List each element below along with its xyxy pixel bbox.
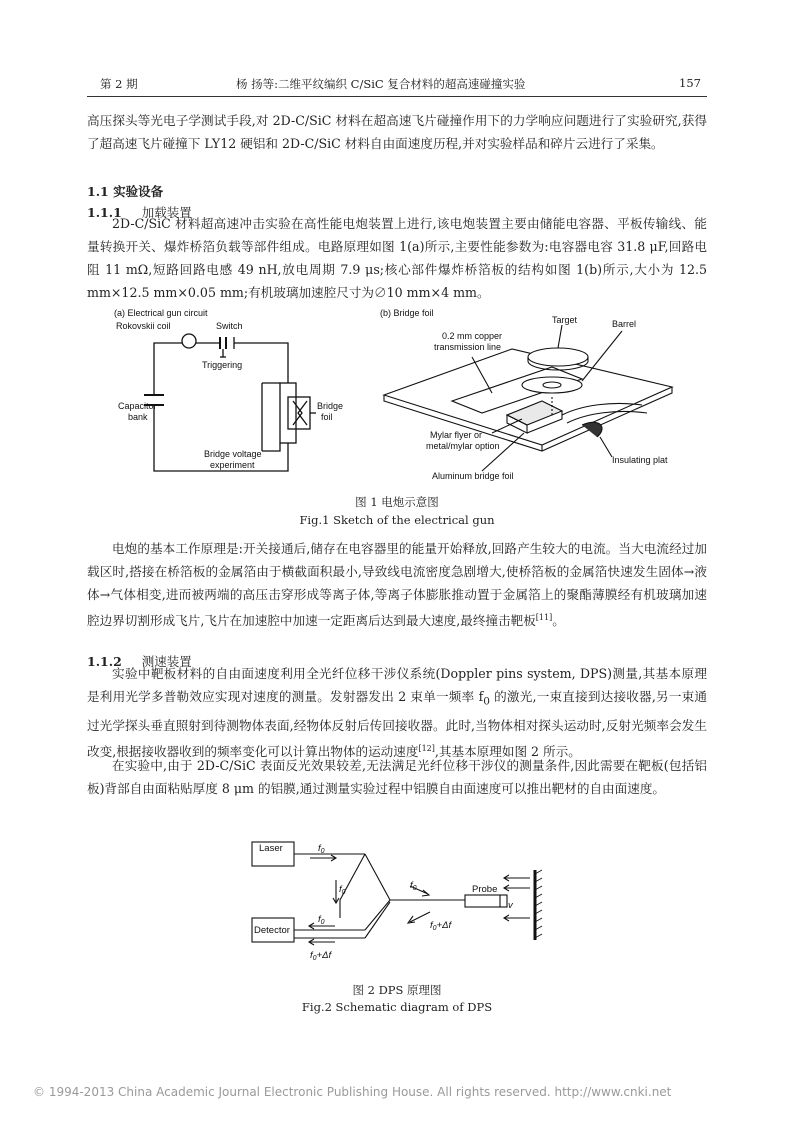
reference-12: [12] [418,743,435,753]
target-label: Target [552,315,578,325]
dps-subscript: 0 [483,695,490,708]
capacitor-label: Capacitor [118,401,157,411]
section-number: 1.1.2 [87,654,122,669]
detector-label: Detector [254,925,290,936]
copper-label-1: 0.2 mm copper [442,331,503,341]
barrel-label: Barrel [612,319,637,329]
probe-box [465,895,507,907]
reference-11: [11] [535,613,553,622]
f0-df-return-label: $f_0+\Delta f$ [430,920,452,932]
bridge-voltage-label: Bridge voltage [204,449,262,459]
figure-2-caption-cn: 图 2 DPS 原理图 [352,983,442,997]
figure-1-caption-en: Fig.1 Sketch of the electrical gun [299,513,495,527]
velocity-label: v [508,900,513,911]
probe-label: Probe [472,884,498,895]
fig1a-title: (a) Electrical gun circuit [114,308,208,318]
running-title: 杨 扬等:二维平纹编织 C/SiC 复合材料的超高速碰撞实验 [236,77,526,91]
figure-2-caption-en: Fig.2 Schematic diagram of DPS [301,1000,493,1014]
bridge-label: Bridge [317,401,344,411]
dps-text-b: 的激光,一束直接到达接收器,另一束通过光学探头垂直照射到待测物体表面,经物体反射后传回接收器。此时,当物体相对探头运动时,反射光频率会发生改变,根据接收器收到的频率变化可以计算出物体的运动速度 [87,689,707,759]
figure-1-caption-cn: 图 1 电炮示意图 [355,495,439,509]
page-number: 157 [679,76,701,90]
experiment-label: experiment [210,460,255,470]
dps-paragraph [87,662,707,763]
principle-text: 电炮的基本工作原理是:开关接通后,储存在电容器里的能量开始释放,回路产生较大的电流。当大电流经过加载区时,搭接在桥箔板的金属箔由于横截面积最小,导致线电流密度急剧增大,使桥箔板的金属箔快速发生固体→液体→气体相变,进而被两端的高压击穿形成等离子体,等离子体膨胀推动置于金属箔上的聚酯薄膜经有机玻璃加速腔边界切割形成飞片,飞片在加速腔中加速一定距离后达到最大速度,最终撞击靶板 [87,541,707,629]
copper-label-2: transmission line [434,342,502,352]
laser-label: Laser [259,843,283,854]
copyright-footer: © 1994-2013 China Academic Journal Electronic Publishing House. All rights reserved. http://www.cnki.net [33,1085,672,1099]
triggering-label: Triggering [202,360,243,370]
figure-2 [250,840,550,975]
header-rule [87,96,707,97]
f0-probe-label: $f_0$ [410,880,417,892]
figure-1 [112,305,712,485]
section-title: 加载装置 [141,205,192,220]
section-title: 测速装置 [141,654,192,669]
f0-vertical-label: $f_0$ [339,884,346,896]
figure-2-drawing [250,840,550,975]
dps-text-c: ,其基本原理如图 2 所示。 [434,743,581,759]
f0-detector-label: $f_0$ [318,914,325,926]
f0-df-bottom-label: $f_0+\Delta f$ [310,950,332,962]
aluminum-label: Aluminum bridge foil [432,471,514,481]
section-heading-1-1: 1.1 实验设备 [87,184,164,199]
insulating-label: Insulating plat [612,455,668,465]
rokovskii-label: Rokovskii coil [116,321,171,331]
f0-top-label: $f_0$ [318,843,325,855]
fig1b-title: (b) Bridge foil [380,308,434,318]
loading-paragraph: 2D-C/SiC 材料超高速冲击实验在高性能电炮装置上进行,该电炮装置主要由储能电容器、平板传输线、能量转换开关、爆炸桥箔负载等部件组成。电路原理如图 1(a)所示,主要性能参数为:电容器电容 31.8 μF,回路电阻 11 mΩ,短路回路电感 49 nH,放电周期 7.9 μs;核心部件爆炸桥箔板的结构如图 1(b)所示,大小为 12.5 mm×12.5 mm×0.05 mm;有机玻璃加速腔尺寸为∅10 mm×4 mm。 [87,216,707,300]
mylar-label-1: Mylar flyer or [430,430,483,440]
foil-label: foil [321,412,333,422]
figure-1-drawing [112,305,712,485]
mylar-label-2: metal/mylar option [426,441,500,451]
principle-paragraph [87,537,707,632]
intro-paragraph: 高压探头等光电子学测试手段,对 2D-C/SiC 材料在超高速飞片碰撞作用下的力学响应问题进行了实验研究,获得了超高速飞片碰撞下 LY12 硬铝和 2D-C/SiC 材料自由面速度历程,并对实验样品和碎片云进行了采集。 [87,113,707,151]
switch-label: Switch [216,321,243,331]
section-number: 1.1.1 [87,205,122,220]
dps-text-a: 实验中靶板材料的自由面速度利用全光纤位移干涉仪系统(Doppler pins system, DPS)测量,其基本原理是利用光学多普勒效应实现对速度的测量。发射器发出 2 束单一频率 f [87,666,707,704]
principle-end: 。 [552,613,565,629]
bank-label: bank [128,412,148,422]
issue-number: 第 2 期 [100,77,138,91]
foil-paragraph: 在实验中,由于 2D-C/SiC 表面反光效果较差,无法满足光纤位移干涉仪的测量条件,因此需要在靶板(包括铝板)背部自由面粘贴厚度 8 μm 的铝膜,通过测量实验过程中铝膜自由面速度可以推出靶材的自由面速度。 [87,758,707,796]
